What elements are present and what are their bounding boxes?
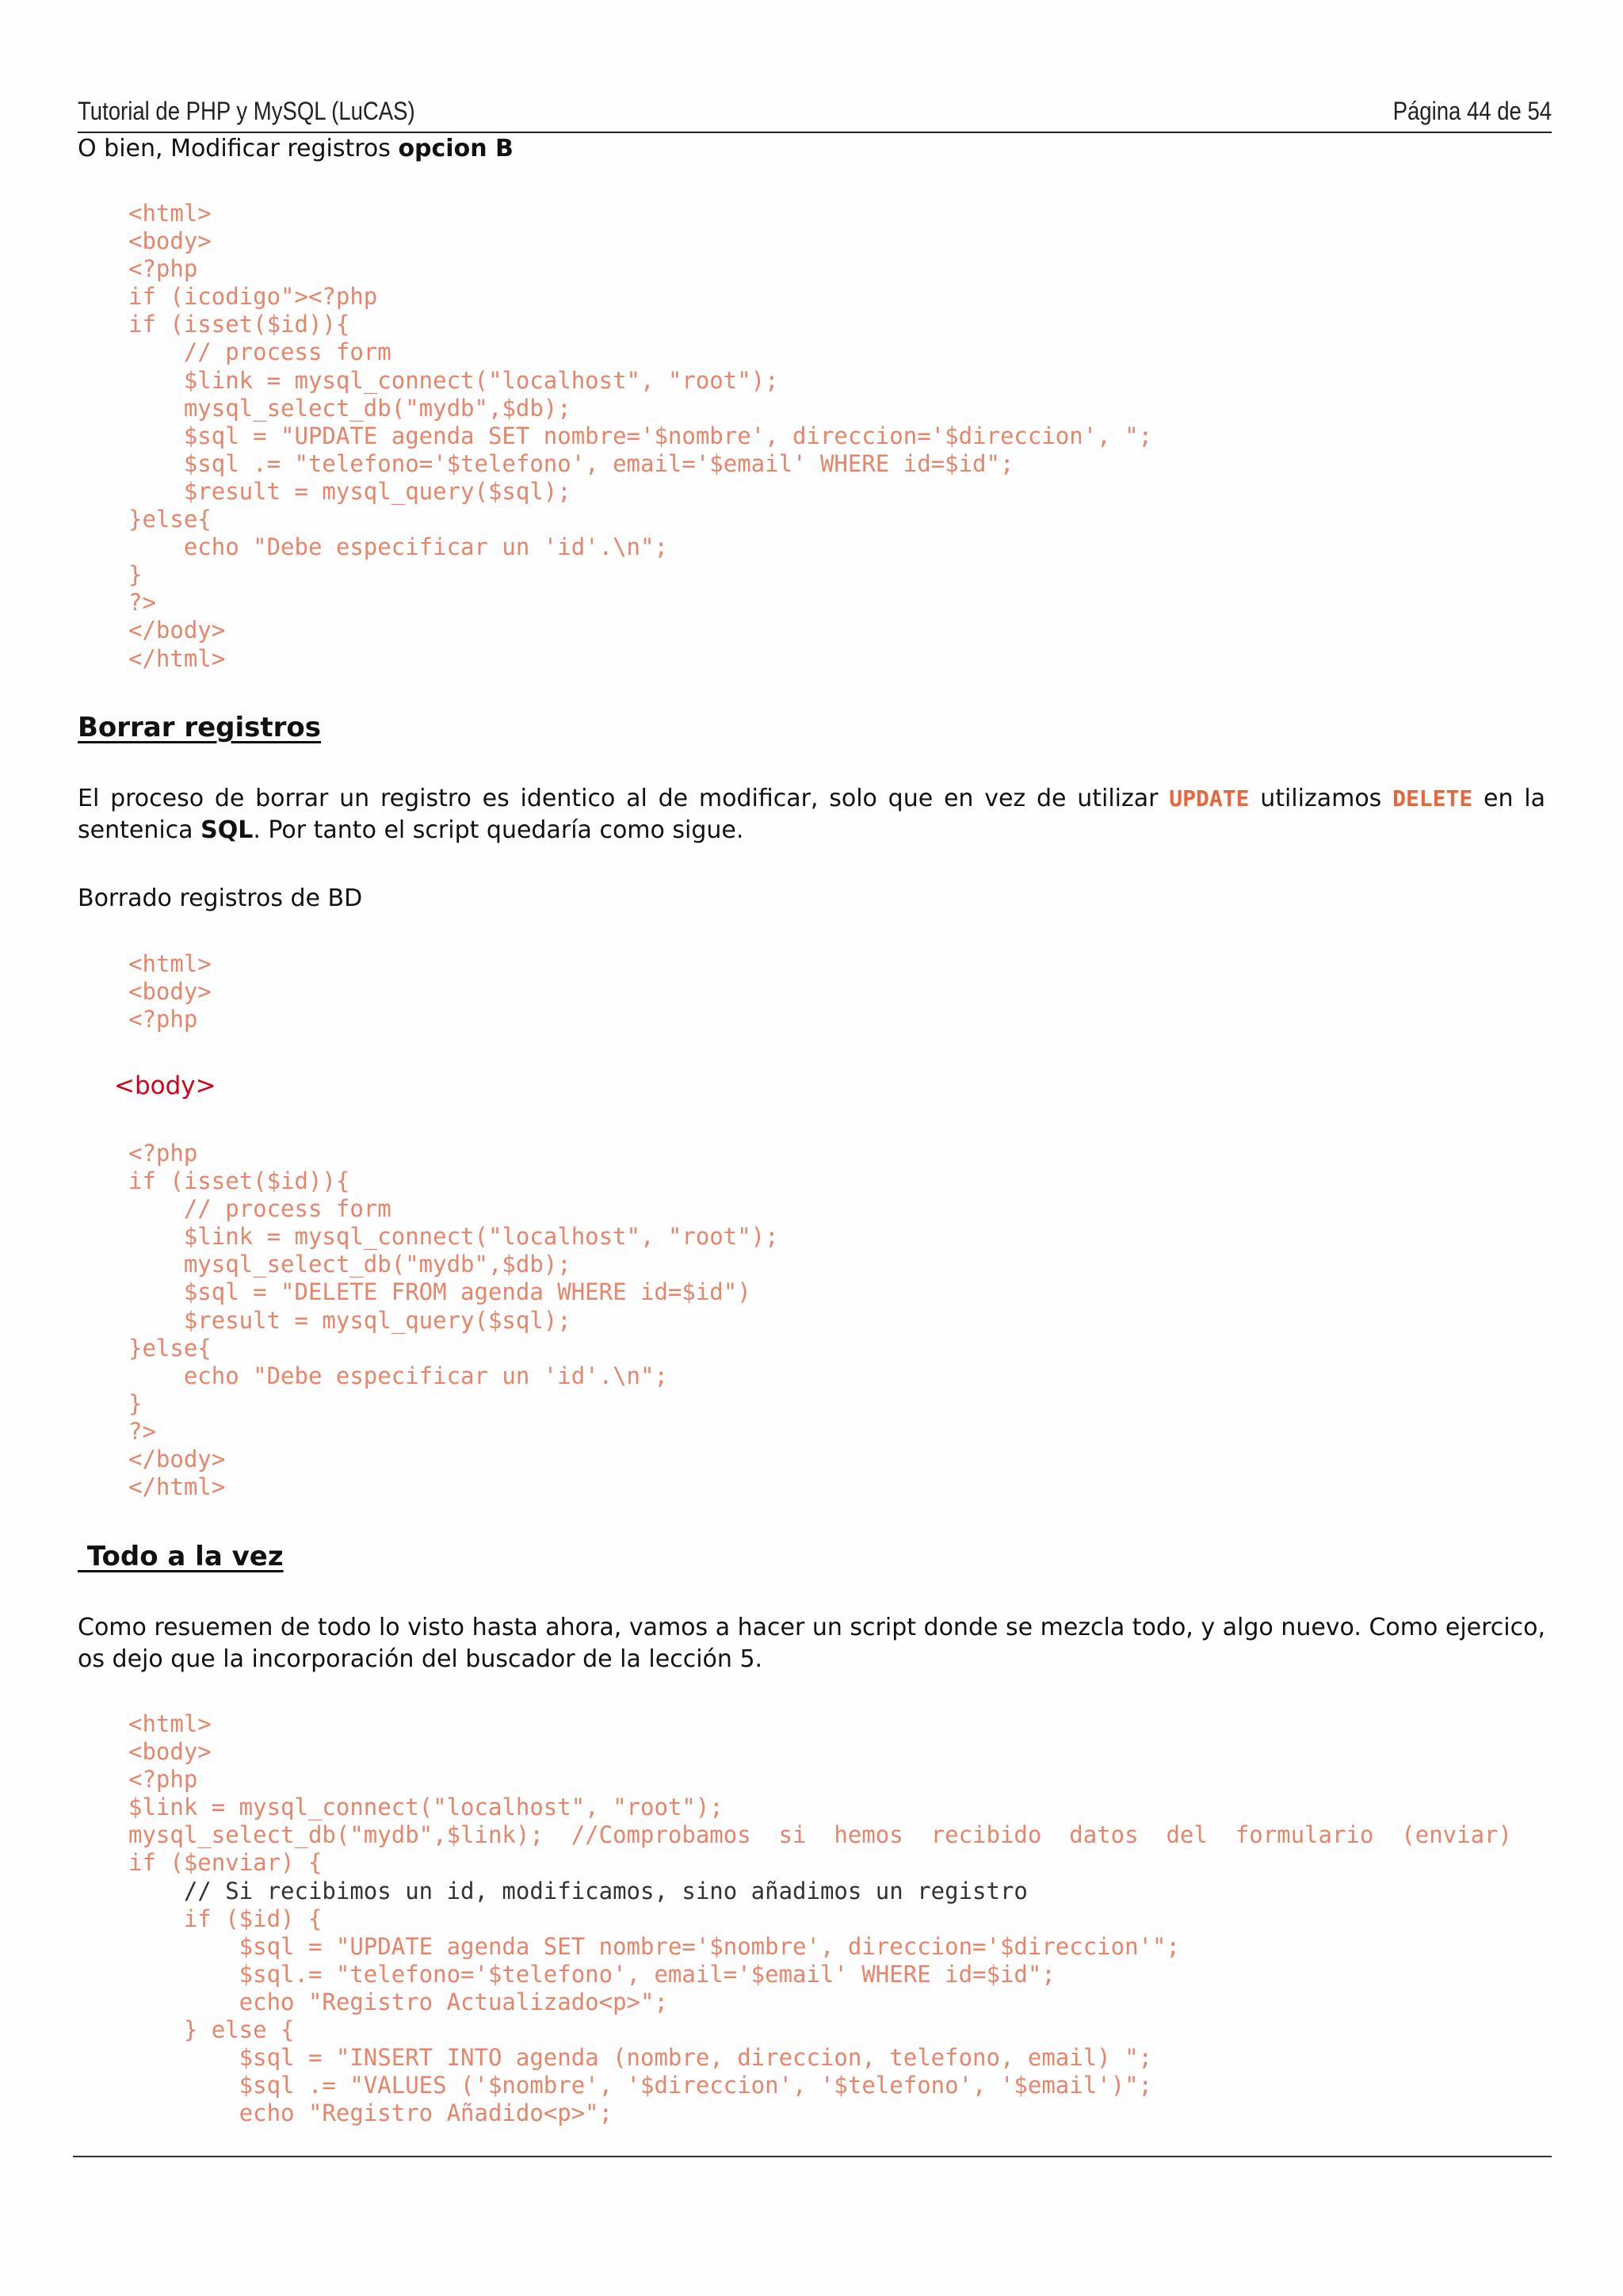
code-block-modify (128, 200, 1152, 673)
code-line: }else{ (128, 506, 212, 533)
code-line: mysql_select_db("mydb",$db); (128, 1251, 571, 1278)
document-page (78, 0, 1552, 2296)
intro-paragraph (78, 133, 1545, 165)
code-line: // Si recibimos un id, modificamos, sino añadimos un registro (128, 1877, 1028, 1904)
code-line: if (isset($id)){ (128, 311, 350, 338)
footer-divider (73, 2156, 1552, 2157)
code-line: $sql .= "telefono='$telefono', email='$email' WHERE id=$id"; (128, 449, 1014, 477)
intro-text: O bien, Modificar registros (78, 135, 399, 162)
code-line: ?> (128, 1417, 156, 1445)
code-line: } (128, 1389, 143, 1417)
code-line: <?php (128, 1140, 198, 1167)
code-line: } else { (128, 2016, 295, 2044)
code-line: </body> (128, 1446, 226, 1473)
code-block-delete-head (128, 950, 212, 1033)
code-line: $sql = "INSERT INTO agenda (nombre, direccion, telefono, email) "; (128, 2044, 1153, 2072)
code-line: <?php (128, 1766, 198, 1794)
code-line: if ($id) { (128, 1904, 323, 1932)
code-line: $link = mysql_connect("localhost", "root"); (128, 1223, 779, 1251)
code-line: <html> (128, 950, 212, 977)
red-body-tag: <body> (114, 1072, 216, 1100)
sql-bold: SQL (200, 816, 254, 844)
code-line: }else{ (128, 1334, 212, 1362)
code-line: // process form (128, 1195, 391, 1223)
borrar-text-b: utilizamos (1249, 785, 1393, 812)
code-line: $link = mysql_connect("localhost", "root"); (128, 1794, 724, 1821)
code-line: $result = mysql_query($sql); (128, 477, 571, 505)
keyword-delete: DELETE (1392, 785, 1473, 812)
code-line: if (isset($id)){ (128, 1167, 350, 1195)
code-line: <body> (128, 978, 212, 1006)
code-line: if (icodigo"><?php (128, 283, 378, 311)
code-line: <?php (128, 255, 198, 283)
code-line: $sql = "UPDATE agenda SET nombre='$nombre', direccion='$direccion', "; (128, 422, 1153, 449)
heading-borrar-registros: Borrar registros (78, 712, 322, 743)
code-line: <body> (128, 227, 212, 255)
code-line: echo "Registro Actualizado<p>"; (128, 1988, 668, 2015)
borrar-text-c: en la sentenica (78, 785, 1545, 844)
borrado-caption: Borrado registros de BD (78, 884, 363, 912)
code-line: $sql = "DELETE FROM agenda WHERE id=$id") (128, 1278, 751, 1306)
code-line: <?php (128, 1006, 198, 1033)
code-line: $sql.= "telefono='$telefono', email='$email' WHERE id=$id"; (128, 1960, 1056, 1988)
code-block-delete (128, 1140, 779, 1501)
code-line: mysql_select_db("mydb",$link); //Comprobamos si hemos recibido datos del formulario (enviar) (128, 1821, 1512, 1849)
code-line: $link = mysql_connect("localhost", "root"); (128, 366, 779, 394)
code-block-combined (128, 1710, 1512, 2127)
code-line: // process form (128, 338, 391, 366)
code-line: echo "Debe especificar un 'id'.\n"; (128, 533, 668, 561)
code-line: echo "Debe especificar un 'id'.\n"; (128, 1362, 668, 1389)
code-line: $sql = "UPDATE agenda SET nombre='$nombre', direccion='$direccion'"; (128, 1932, 1180, 1960)
code-line: </body> (128, 617, 226, 644)
code-line: </html> (128, 644, 226, 672)
borrar-text-a: El proceso de borrar un registro es identico al de modificar, solo que en vez de utilizar (78, 785, 1170, 812)
borrar-text-d: . Por tanto el script quedaría como sigue. (253, 816, 744, 844)
code-line: <body> (128, 1738, 212, 1766)
intro-bold: opcion B (398, 135, 514, 162)
heading-todo-a-la-vez: Todo a la vez (78, 1541, 284, 1572)
header-title: Tutorial de PHP y MySQL (LuCAS) (78, 97, 415, 125)
page-header (78, 95, 1552, 133)
code-line: if ($enviar) { (128, 1849, 323, 1877)
code-line: $sql .= "VALUES ('$nombre', '$direccion', '$telefono', '$email')"; (128, 2072, 1153, 2099)
code-line: ?> (128, 589, 156, 617)
code-line: mysql_select_db("mydb",$db); (128, 394, 571, 422)
code-line: </html> (128, 1473, 226, 1501)
borrar-paragraph (78, 783, 1545, 846)
page-number: Página 44 de 54 (1392, 97, 1552, 125)
todo-paragraph: Como resuemen de todo lo visto hasta ahora, vamos a hacer un script donde se mezcla todo, y algo nuevo. Como ejercico, os dejo que la incorporación del buscador de la lección 5. (78, 1614, 1546, 1673)
code-line: <html> (128, 200, 212, 227)
code-line: <html> (128, 1710, 212, 1737)
code-line: echo "Registro Añadido<p>"; (128, 2099, 613, 2127)
code-line: } (128, 561, 143, 589)
keyword-update: UPDATE (1169, 785, 1250, 812)
code-line: $result = mysql_query($sql); (128, 1306, 571, 1334)
